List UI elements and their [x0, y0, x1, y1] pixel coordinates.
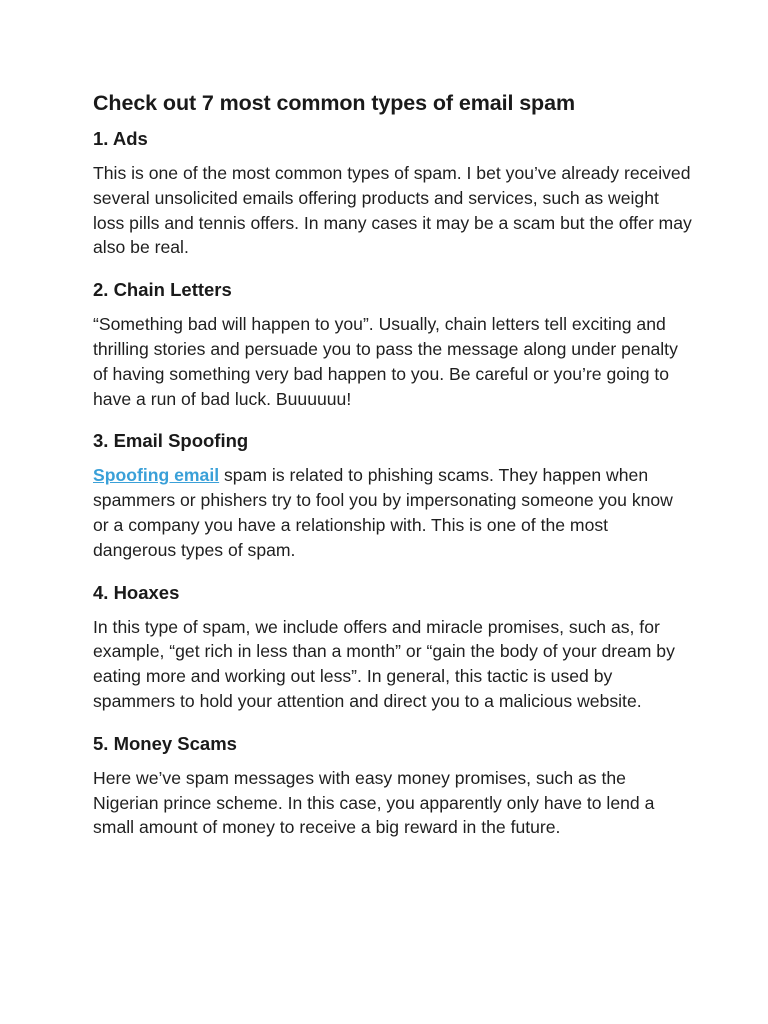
section-body-money-scams: Here we’ve spam messages with easy money promises, such as the Nigerian prince scheme. In this case, you apparently only have to lend a small amount of money to receive a big reward in the future.	[93, 767, 655, 838]
spoofing-email-link[interactable]: Spoofing email	[93, 465, 220, 486]
section-body-ads: This is one of the most common types of spam. I bet you’ve already received several unsolicited emails offering products and services, such as weight loss pills and tennis offers. In many cases it may be a scam but the offer may also be real.	[93, 163, 692, 258]
page-title: Check out 7 most common types of email spam	[93, 91, 575, 115]
section-body-email-spoofing	[93, 463, 693, 562]
section-heading-money-scams: 5. Money Scams	[93, 732, 237, 754]
section-heading-hoaxes: 4. Hoaxes	[93, 581, 180, 603]
document-page	[93, 88, 693, 840]
section-heading-chain-letters: 2. Chain Letters	[93, 279, 232, 301]
section-heading-email-spoofing: 3. Email Spoofing	[93, 430, 249, 452]
section-body-chain-letters: “Something bad will happen to you”. Usually, chain letters tell exciting and thrilling stories and persuade you to pass the message along under penalty of having something very bad happen to you. Be careful or you’re going to have a run of bad luck. Buuuuuu!	[93, 314, 678, 409]
section-body-email-spoofing-text: spam is related to phishing scams. They happen when spammers or phishers try to fool you by impersonating someone you know or a company you have a relationship with. This is one of the most dangerous types of spam.	[93, 465, 673, 560]
section-body-hoaxes: In this type of spam, we include offers and miracle promises, such as, for example, “get rich in less than a month” or “gain the body of your dream by eating more and working out less”. In general, this tactic is used by spammers to hold your attention and direct you to a malicious website.	[93, 616, 675, 711]
section-heading-ads: 1. Ads	[93, 128, 148, 149]
